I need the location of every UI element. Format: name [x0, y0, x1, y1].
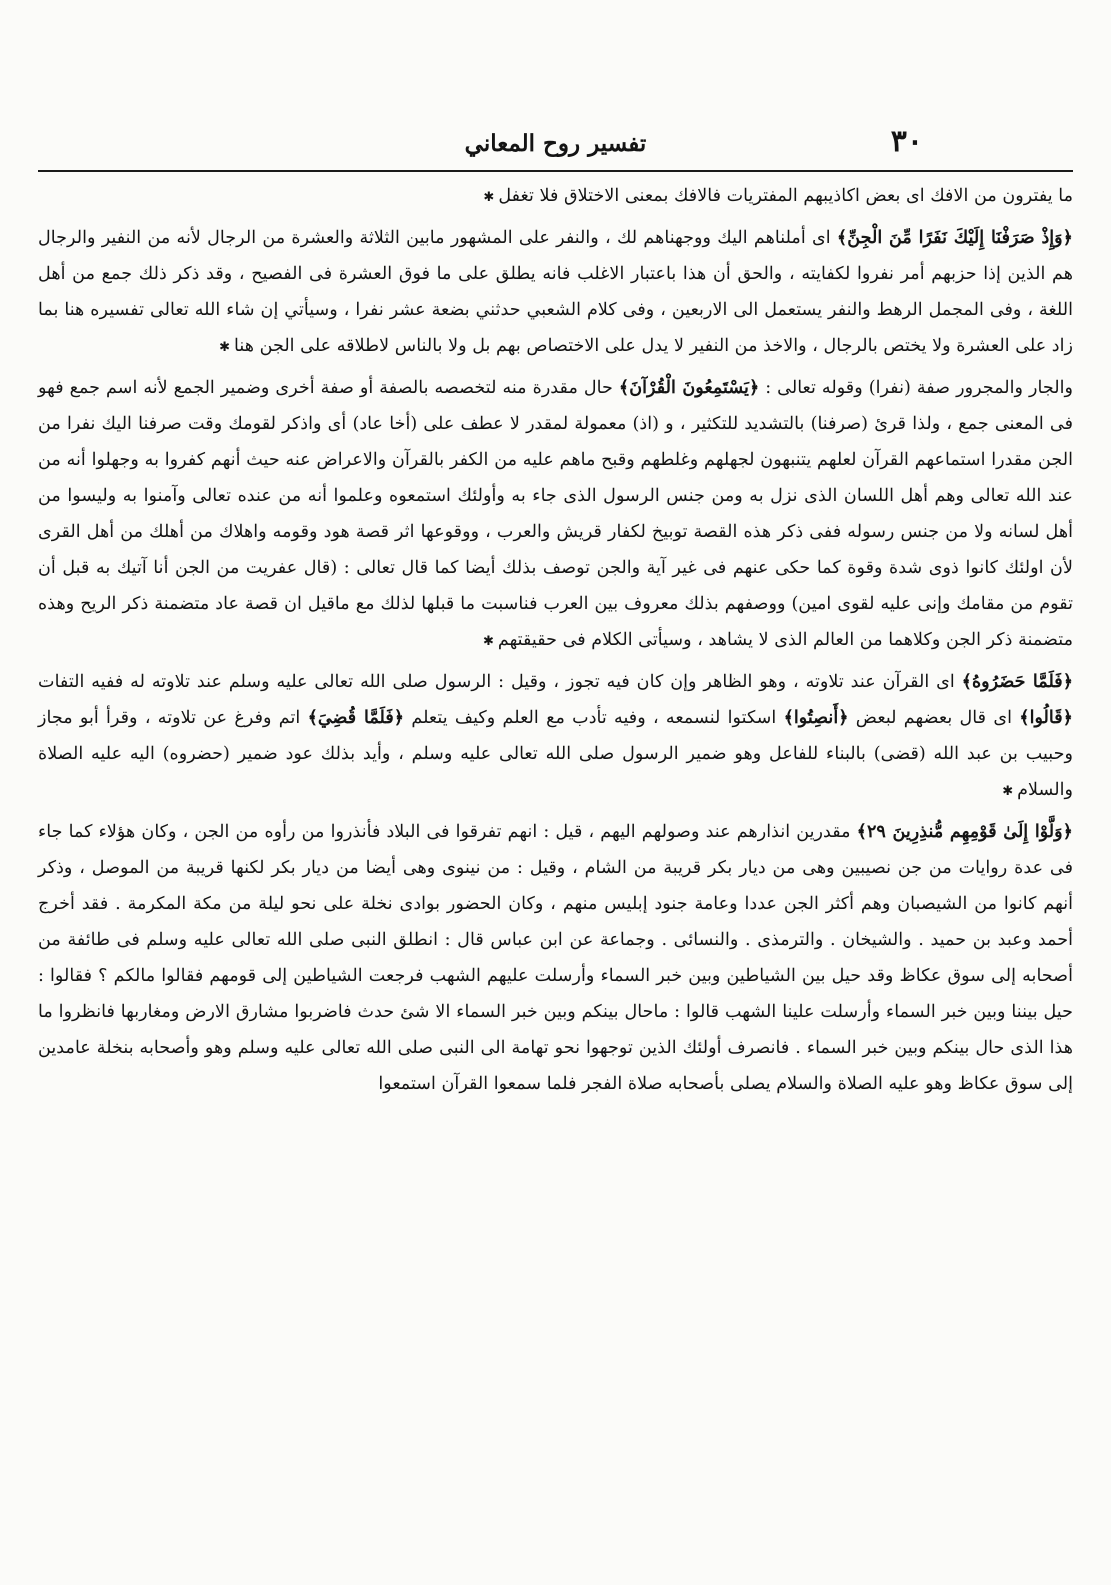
- quran-quote: وَلَّوْا إِلَىٰ قَوْمِهِم مُّنذِرِينَ: [892, 821, 1063, 842]
- verse-number: ٢٩: [866, 821, 893, 842]
- book-page: [38, 118, 1073, 1558]
- end-mark: ✱: [482, 634, 494, 649]
- quran-bracket-open: ﴿: [1062, 227, 1073, 248]
- paragraph-text: ما يفترون من الافك اى بعض اكاذيبهم المفتريات فالافك بمعنى الاختلاق فلا تغفل: [498, 186, 1073, 206]
- quran-bracket-close: ﴾: [961, 671, 972, 692]
- end-mark: ✱: [219, 340, 231, 355]
- quran-quote: فَلَمَّا قُضِيَ: [317, 707, 394, 728]
- paragraph-text: مقدرين انذارهم عند وصولهم اليهم ، قيل : انهم تفرقوا فى البلاد فأنذروا من رأوه من الجن ، وكان هؤلاء كما جاء فى عدة روايات من جن نصيبين وهى من ديار بكر قريبة من الشام ، وقيل : من نينوى وهى أيضا من ديار بكر لكنها قريبة من الموصل ، وذكر أنهم كانوا من الشيصبان وهم أكثر الجن عددا وعامة جنود إبليس منهم ، وكان الحضور بوادى نخلة على نحو ليلة من مكة المكرمة . فقد أخرج أحمد وعبد بن حميد . والشيخان . والترمذى . والنسائى . وجماعة عن ابن عباس قال : انطلق النبى صلى الله تعالى عليه وسلم فى طائفة من أصحابه إلى سوق عكاظ وقد حيل بين الشياطين وبين خبر السماء وأرسلت عليهم الشهب فرجعت الشياطين إلى قومهم فقالوا مالكم ؟ فقالوا : حيل بيننا وبين خبر السماء وأرسلت علينا الشهب قالوا : ماحال بينكم وبين خبر السماء الا شئ حدث فاضربوا مشارق الارض ومغاربها فانظروا ما هذا الذى حال بينكم وبين خبر السماء . فانصرف أولئك الذين توجهوا نحو تهامة الى النبى صلى الله تعالى عليه وسلم وهو وأصحابه بنخلة عامدين إلى سوق عكاظ وهو عليه الصلاة والسلام يصلى بأصحابه صلاة الفجر فلما سمعوا القرآن استمعوا: [38, 822, 1073, 1094]
- paragraph: [38, 814, 1073, 1102]
- quran-quote: فَلَمَّا حَضَرُوهُ: [971, 671, 1063, 692]
- quran-quote: يَسْتَمِعُونَ الْقُرْآنَ: [629, 377, 749, 398]
- quran-bracket-close: ﴾: [783, 707, 794, 728]
- quran-bracket-open: ﴿: [838, 707, 849, 728]
- paragraph-text: والجار والمجرور صفة (نفرا) وقوله تعالى :: [759, 378, 1073, 398]
- end-mark: ✱: [1002, 784, 1014, 799]
- page-number: ٣٠: [890, 124, 923, 159]
- quran-quote: وَإِذْ صَرَفْنَا إِلَيْكَ نَفَرًا مِّنَ الْجِنِّ: [847, 227, 1063, 248]
- paragraph: [38, 370, 1073, 660]
- page-header: [38, 118, 1073, 172]
- quran-bracket-close: ﴾: [1019, 707, 1030, 728]
- quran-bracket-close: ﴾: [836, 227, 848, 248]
- quran-bracket-open: ﴿: [748, 377, 760, 398]
- paragraph-text: اتم وفرغ عن تلاوته ، وقرأ أبو مجاز وحبيب بن عبد الله (قضى) بالبناء للفاعل وهو ضمير الرسول صلى الله تعالى عليه وسلم ، وأيد بذلك عود ضمير (حضروه) اليه عليه الصلاة والسلام: [38, 708, 1073, 800]
- paragraph-text: اسكتوا لنسمعه ، وفيه تأدب مع العلم وكيف يتعلم: [404, 708, 784, 728]
- quran-bracket-close: ﴾: [856, 821, 867, 842]
- paragraph-text: حال مقدرة منه لتخصصه بالصفة أو صفة أخرى وضمير الجمع لأنه اسم جمع فهو فى المعنى جمع ، ولذا قرئ (صرفنا) بالتشديد للتكثير ، و (اذ) معمولة لمقدر لا عطف على (أخا عاد) أى واذكر لقومك وقت صرفنا اليك نفرا من الجن مقدرا استماعهم القرآن لعلهم يتنبهون لجهلهم وغلطهم وقبح ماهم عليه من الكفر بالقرآن والاعراض عنه حيث أنهم كفروا به وجهلوا أنه من عند الله تعالى وهم أهل اللسان الذى نزل به ومن جنس الرسول الذى جاء به وأولئك استمعوه وعلموا أنه من عنده تعالى وآمنوا به وليسوا من أهل لسانه ولا من جنس رسوله ففى ذكر هذه القصة توبيخ لكفار قريش والعرب ، ووقوعها اثر قصة هود وقومه واهلاك من أهلك من أهل القرى لأن اولئك كانوا ذوى شدة وقوة كما حكى عنهم فى غير آية والجن توصف بذلك أيضا كما قال تعالى : (قال عفريت من الجن أنا آتيك به قبل أن تقوم من مقامك وإنى عليه لقوى امين) ووصفهم بذلك معروف بين العرب فناسبت ما قبلها لذلك مع ماقيل ان قصة عاد متضمنة ذكر الريح وهذه متضمنة ذكر الجن وكلاهما من العالم الذى لا يشاهد ، وسيأتى الكلام فى حقيقتهم: [38, 378, 1073, 650]
- quran-quote: أَنصِتُوا: [793, 707, 839, 728]
- paragraph-text: اى أملناهم اليك ووجهناهم لك ، والنفر على المشهور مابين الثلاثة والعشرة من الرجال لأنه من النفير والرجال هم الذين إذا حزبهم أمر نفروا لكفايته ، والحق أن هذا باعتبار الاغلب فانه يطلق على ما فوق العشرة فى الفصيح ، وقد ذكر ذلك جمع من أهل اللغة ، وفى المجمل الرهط والنفر يستعمل الى الاربعين ، وفى كلام الشعبي حدثني بضعة عشر نفرا ، وسيأتي إن شاء الله تعالى تفسيره هنا بما زاد على العشرة ولا يختص بالرجال ، والاخذ من النفير لا يدل على الاختصاص بهم بل ولا بالناس لاطلاقه على الجن هنا: [38, 228, 1073, 356]
- paragraph: [38, 664, 1073, 810]
- end-mark: ✱: [483, 190, 495, 205]
- paragraph-text: اى قال بعضهم لبعض: [848, 708, 1020, 728]
- quran-bracket-close: ﴾: [307, 707, 318, 728]
- paragraph-text: اى القرآن عند تلاوته ، وهو الظاهر وإن كان فيه تجوز ، وقيل : الرسول صلى الله تعالى عليه وسلم عند تلاوته له ففيه التفات: [38, 672, 962, 692]
- quran-quote: قَالُوا: [1029, 707, 1063, 728]
- quran-bracket-open: ﴿: [1062, 671, 1073, 692]
- paragraph: [38, 220, 1073, 366]
- running-title: تفسير روح المعاني: [464, 130, 647, 157]
- quran-bracket-open: ﴿: [393, 707, 405, 728]
- body-text: [38, 178, 1073, 1102]
- quran-bracket-open: ﴿: [1062, 821, 1073, 842]
- paragraph: [38, 178, 1073, 216]
- header-rule: [38, 170, 1073, 172]
- quran-bracket-open: ﴿: [1062, 707, 1073, 728]
- quran-bracket-close: ﴾: [618, 377, 630, 398]
